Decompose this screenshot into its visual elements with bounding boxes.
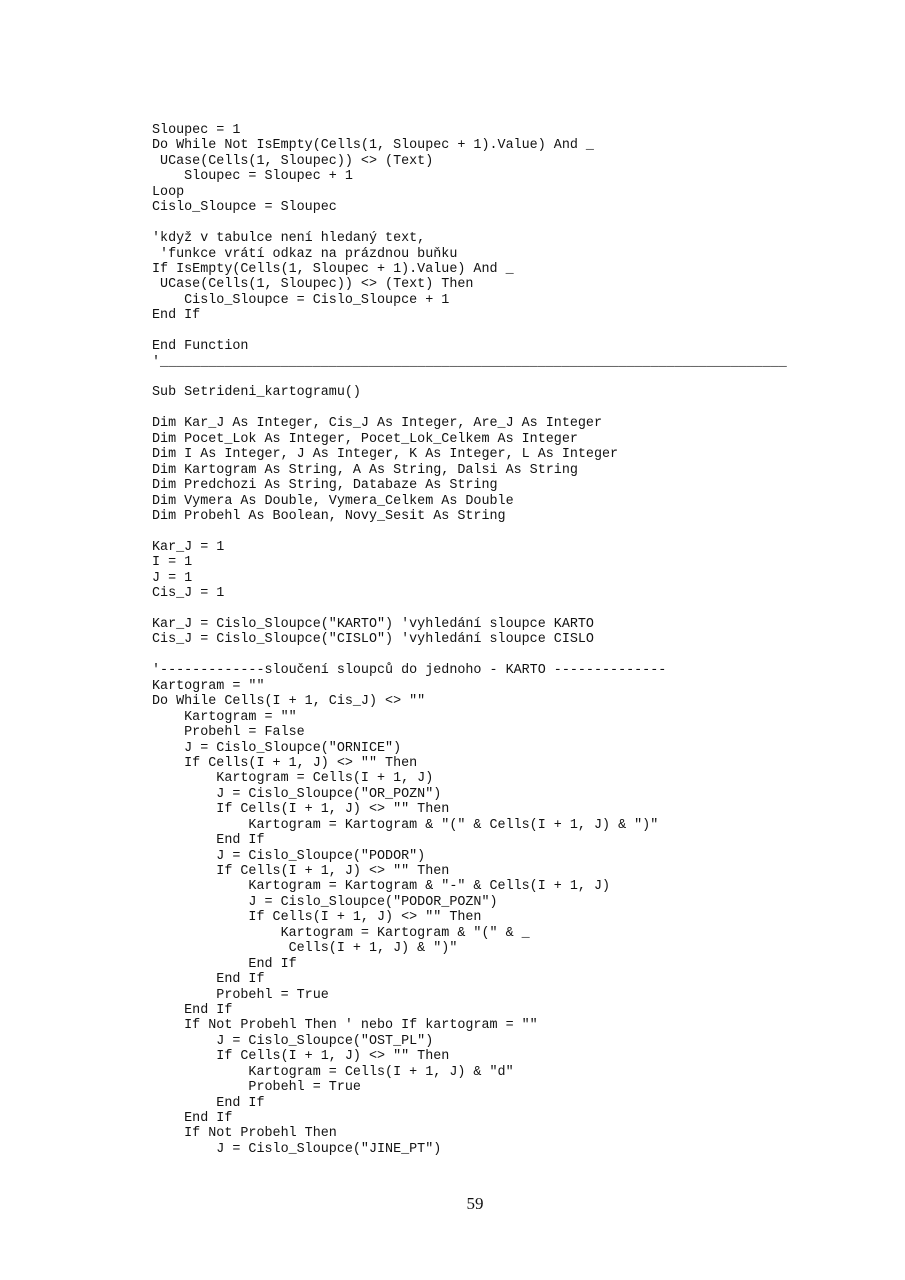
code-line [152,324,852,339]
code-line: J = Cislo_Sloupce("OST_PL") [152,1033,434,1049]
code-line: If Cells(I + 1, J) <> "" Then [152,1049,450,1065]
code-line: Dim Kartogram As String, A As String, Dalsi As String [152,462,578,478]
code-line: Probehl = False [152,725,305,741]
code-line: If IsEmpty(Cells(1, Sloupec + 1).Value) And _ [152,261,514,277]
code-line: If Not Probehl Then ' nebo If kartogram = "" [152,1018,538,1034]
code-line: Kartogram = "" [152,709,297,725]
code-listing [152,123,852,1157]
code-line: Cells(I + 1, J) & ")" [152,941,458,957]
code-line: End If [152,1095,265,1111]
code-line: Dim I As Integer, J As Integer, K As Integer, L As Integer [152,447,619,463]
code-line: Kartogram = Kartogram & "(" & Cells(I + 1, J) & ")" [152,817,659,833]
page-number: 59 [466,1194,484,1213]
code-line [152,602,852,617]
code-line: If Cells(I + 1, J) <> "" Then [152,755,418,771]
code-line: J = Cislo_Sloupce("PODOR") [152,848,426,864]
code-line: UCase(Cells(1, Sloupec)) <> (Text) Then [152,277,474,293]
code-line: J = Cislo_Sloupce("PODOR_POZN") [152,894,498,910]
code-line: Loop [152,184,185,200]
code-line: Probehl = True [152,987,329,1003]
code-line: 'funkce vrátí odkaz na prázdnou buňku [152,246,458,262]
code-line: Kartogram = Kartogram & "-" & Cells(I + 1, J) [152,879,611,895]
code-line [152,370,852,385]
code-line: Kartogram = "" [152,678,265,694]
code-line: Dim Predchozi As String, Databaze As String [152,478,498,494]
code-line: UCase(Cells(1, Sloupec)) <> (Text) [152,153,434,169]
code-line: End Function [152,339,249,355]
code-line: J = Cislo_Sloupce("OR_POZN") [152,786,442,802]
code-line: Kartogram = Kartogram & "(" & _ [152,925,530,941]
code-line: Cislo_Sloupce = Sloupec [152,200,337,216]
code-line: If Not Probehl Then [152,1126,337,1142]
code-line: Dim Kar_J As Integer, Cis_J As Integer, Are_J As Integer [152,416,602,432]
code-line: '-------------sloučení sloupců do jednoho - KARTO -------------- [152,663,667,679]
code-line [152,401,852,416]
code-line: Kartogram = Cells(I + 1, J) & "d" [152,1064,514,1080]
code-line: Cislo_Sloupce = Cislo_Sloupce + 1 [152,292,450,308]
code-line: End If [152,972,265,988]
code-line: End If [152,1002,233,1018]
code-line: End If [152,1111,233,1126]
code-line [152,648,852,663]
code-line [152,524,852,539]
code-line: Sloupec = Sloupec + 1 [152,169,353,185]
code-line: Do While Cells(I + 1, Cis_J) <> "" [152,694,426,710]
code-line: Kar_J = Cislo_Sloupce("KARTO") 'vyhledání sloupce KARTO [152,617,594,632]
code-line: Kar_J = 1 [152,539,225,555]
code-line: Probehl = True [152,1080,361,1096]
code-line: '______________________________________________________________________________ [152,354,787,370]
code-line: J = Cislo_Sloupce("ORNICE") [152,740,402,756]
code-line: Do While Not IsEmpty(Cells(1, Sloupec + 1).Value) And _ [152,138,594,154]
code-line: If Cells(I + 1, J) <> "" Then [152,802,450,818]
code-line: J = Cislo_Sloupce("JINE_PT") [152,1141,442,1157]
code-line: If Cells(I + 1, J) <> "" Then [152,864,450,879]
code-line: Dim Vymera As Double, Vymera_Celkem As Double [152,493,514,509]
code-line: Dim Pocet_Lok As Integer, Pocet_Lok_Celkem As Integer [152,431,578,447]
code-line: End If [152,833,265,849]
code-line: End If [152,308,201,324]
code-line: Cis_J = Cislo_Sloupce("CISLO") 'vyhledání sloupce CISLO [152,632,594,648]
code-line: I = 1 [152,555,193,571]
code-line: Dim Probehl As Boolean, Novy_Sesit As String [152,508,506,524]
code-line [152,216,852,231]
code-line: Cis_J = 1 [152,586,225,602]
code-line: Sub Setrideni_kartogramu() [152,385,361,401]
code-line: If Cells(I + 1, J) <> "" Then [152,910,482,926]
code-line: End If [152,956,297,972]
code-line: 'když v tabulce není hledaný text, [152,231,426,247]
code-line: Kartogram = Cells(I + 1, J) [152,771,434,787]
code-line: J = 1 [152,570,193,586]
code-line: Sloupec = 1 [152,123,241,138]
